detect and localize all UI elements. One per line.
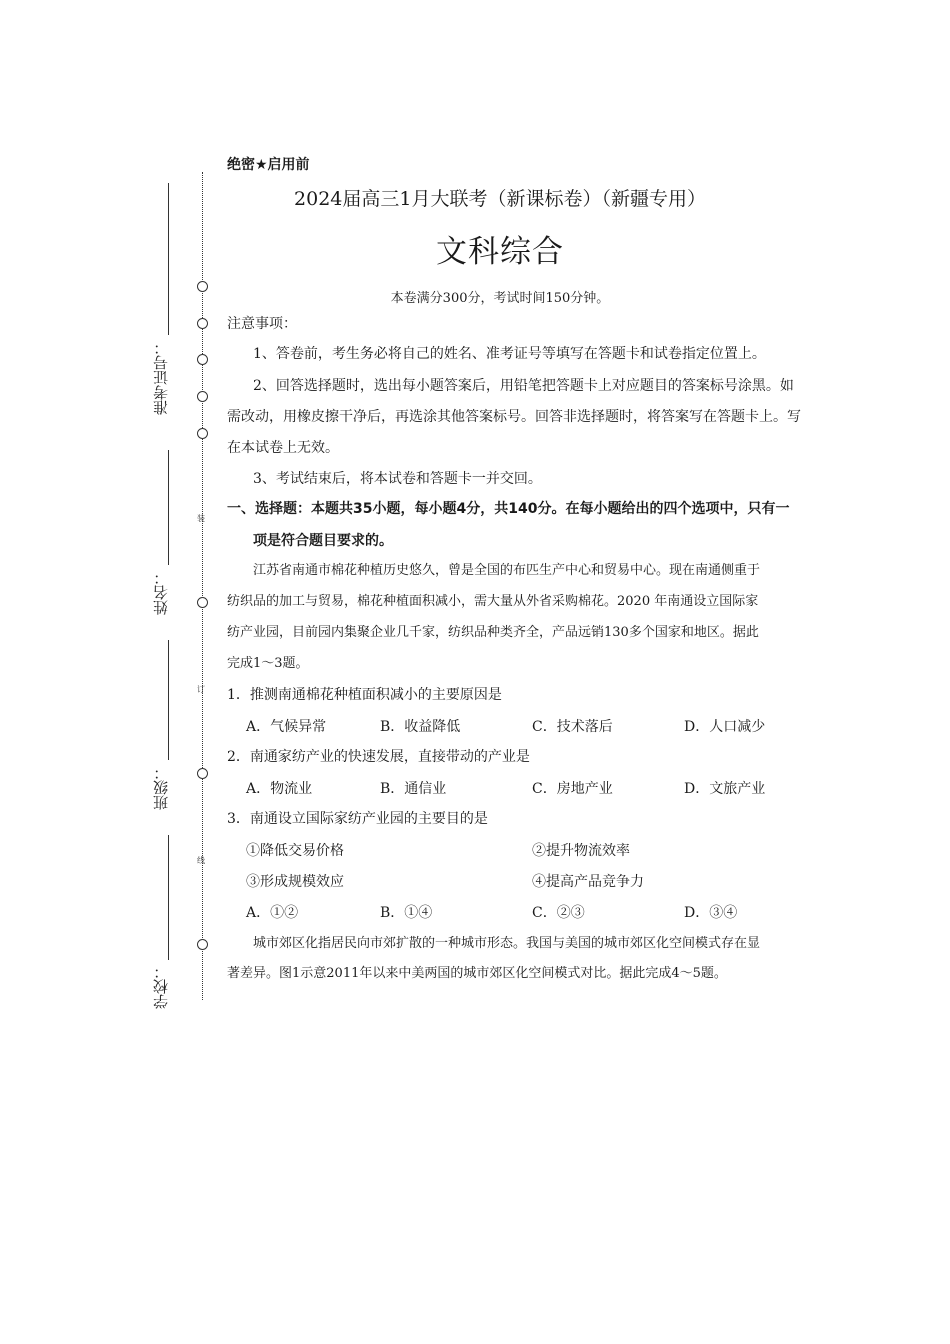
question-1-option-a: A．气候异常	[246, 719, 327, 735]
notes-heading: 注意事项：	[227, 316, 297, 332]
passage-1-line-1: 江苏省南通市棉花种植历史悠久，曾是全国的布匹生产中心和贸易中心。现在南通侧重于	[253, 563, 761, 578]
binding-hole	[197, 768, 208, 779]
question-1-stem: 1．推测南通棉花种植面积减小的主要原因是	[227, 687, 502, 703]
question-3-item-4: ④提高产品竞争力	[532, 874, 644, 890]
question-1-option-d: D．人口减少	[684, 719, 766, 735]
score-info: 本卷满分300分，考试时间150分钟。	[390, 291, 610, 306]
question-2-option-c: C．房地产业	[532, 781, 613, 797]
field-line-exam-number	[168, 183, 169, 335]
question-3-item-2: ②提升物流效率	[532, 843, 630, 859]
question-2-option-d: D．文旅产业	[684, 781, 766, 797]
question-1-option-c: C．技术落后	[532, 719, 613, 735]
note-2-line-2: 需改动，用橡皮擦干净后，再选涂其他答案标号。回答非选择题时，将答案写在答题卡上。写	[227, 409, 801, 425]
binding-hole	[197, 428, 208, 439]
question-3-option-c: C．②③	[532, 905, 585, 921]
field-line-class	[168, 640, 169, 760]
field-label-name: 姓名：	[152, 570, 170, 615]
binding-hole	[197, 597, 208, 608]
passage-2-line-1: 城市郊区化指居民向市郊扩散的一种城市形态。我国与美国的城市郊区化空间模式存在显	[253, 936, 761, 951]
question-3-option-b: B．①④	[380, 905, 433, 921]
field-label-exam-number: 准考证号：	[152, 340, 170, 415]
passage-1-line-4: 完成1～3题。	[227, 656, 309, 671]
field-label-class: 班级：	[152, 765, 170, 810]
question-3-stem: 3．南通设立国际家纺产业园的主要目的是	[227, 811, 488, 827]
exam-title: 2024届高三1月大联考（新课标卷）（新疆专用）	[294, 188, 706, 210]
question-2-option-a: A．物流业	[246, 781, 313, 797]
note-3: 3、考试结束后，将本试卷和答题卡一并交回。	[253, 471, 542, 487]
passage-1-line-2: 纺织品的加工与贸易，棉花种植面积减小，需大量从外省采购棉花。2020 年南通设立国际家	[227, 594, 759, 609]
question-3-item-3: ③形成规模效应	[246, 874, 344, 890]
binding-hole	[197, 354, 208, 365]
question-3-option-d: D．③④	[684, 905, 738, 921]
binding-hole	[197, 318, 208, 329]
note-2-line-1: 2、回答选择题时，选出每小题答案后，用铅笔把答题卡上对应题目的答案标号涂黑。如	[253, 378, 794, 394]
question-1-option-b: B．收益降低	[380, 719, 461, 735]
question-2-stem: 2．南通家纺产业的快速发展，直接带动的产业是	[227, 749, 530, 765]
binding-mark-zhuang: 装	[197, 514, 205, 523]
note-2-line-3: 在本试卷上无效。	[227, 440, 339, 456]
field-line-name	[168, 450, 169, 565]
binding-mark-ding: 订	[197, 685, 205, 694]
binding-hole	[197, 939, 208, 950]
confidential-mark: 绝密★启用前	[227, 157, 310, 173]
question-3-item-1: ①降低交易价格	[246, 843, 344, 859]
note-1: 1、答卷前，考生务必将自己的姓名、准考证号等填写在答题卡和试卷指定位置上。	[253, 346, 766, 362]
passage-2-line-2: 著差异。图1示意2011年以来中美两国的城市郊区化空间模式对比。据此完成4～5题。	[227, 966, 727, 981]
binding-hole	[197, 391, 208, 402]
question-2-option-b: B．通信业	[380, 781, 447, 797]
question-3-option-a: A．①②	[246, 905, 299, 921]
subject-title: 文科综合	[436, 234, 564, 270]
binding-mark-xian: 线	[197, 856, 205, 865]
section-heading-line-2: 项是符合题目要求的。	[253, 533, 393, 549]
passage-1-line-3: 纺产业园，目前园内集聚企业几千家，纺织品种类齐全，产品远销130多个国家和地区。据此	[227, 625, 759, 640]
field-label-school: 学校：	[152, 964, 170, 1009]
field-line-school	[168, 835, 169, 960]
section-heading-line-1: 一、选择题：本题共35小题，每小题4分，共140分。在每小题给出的四个选项中，只有一	[227, 501, 790, 517]
